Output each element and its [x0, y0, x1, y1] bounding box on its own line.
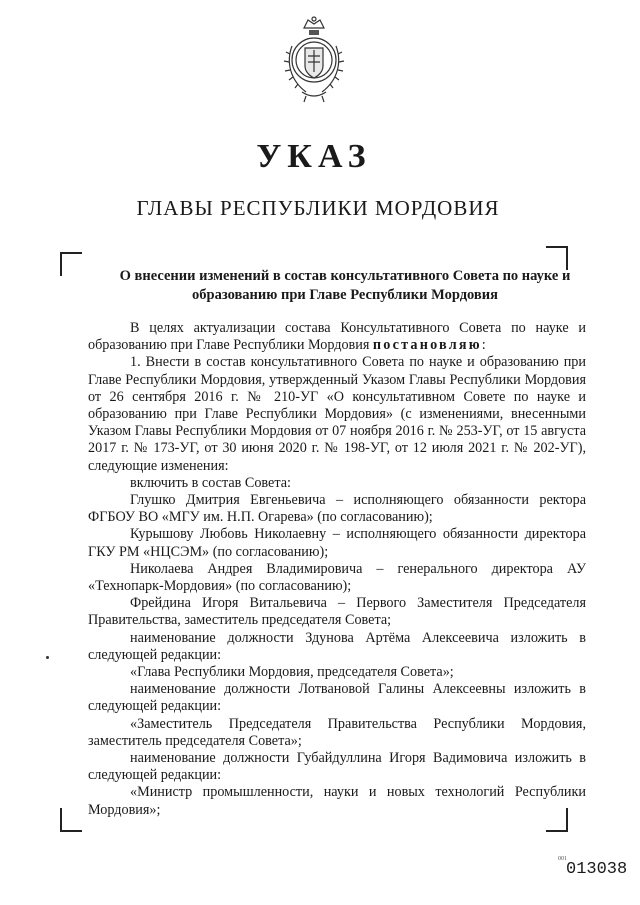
- paragraph-8: «Глава Республики Мордовия, председателя Совета»;: [130, 664, 454, 681]
- paragraph-12: «Министр промышленности, науки и новых технологий Республики Мордовия»;: [88, 784, 586, 818]
- document-number: 013038: [566, 860, 628, 879]
- document-subtitle: ГЛАВЫ РЕСПУБЛИКИ МОРДОВИЯ: [136, 196, 500, 220]
- intro-paragraph: [88, 320, 586, 354]
- paragraph-2: включить в состав Совета:: [130, 474, 291, 491]
- resolve-word: постановляю: [372, 337, 482, 354]
- scan-speck: [46, 656, 49, 659]
- paragraph-3: Глушко Дмитрия Евгеньевича – исполняющего обязанности ректора ФГБОУ ВО «МГУ им. Н.П. Огарева» (по согласованию);: [88, 492, 586, 526]
- corner-mark-top-left: [60, 252, 82, 276]
- corner-mark-bottom-left: [60, 808, 82, 832]
- decree-body: [88, 320, 586, 819]
- paragraph-6: Фрейдина Игоря Витальевича – Первого Заместителя Председателя Правительства, заместитель председателя Совета;: [88, 595, 586, 629]
- paragraph-11: наименование должности Губайдуллина Игоря Вадимовича изложить в следующей редакции:: [88, 750, 586, 784]
- paragraph-7: наименование должности Здунова Артёма Алексеевича изложить в следующей редакции:: [88, 629, 586, 663]
- paragraph-1: 1. Внести в состав консультативного Совета по науке и образованию при Главе Республики Мордовия, утвержденный Указом Главы Республики Мордовия от 26 сентября 2016 г. № 210-УГ «О консультативном Совете по науке и образованию при Главе Республики Мордовия» (с изменениями, внесенными Указом Главы Республики Мордовия от 07 ноября 2016 г. № 253-УГ, от 15 августа 2017 г. № 173-УГ, от 30 июня 2020 г. № 198-УГ, от 12 июля 2021 г. № 202-УГ), следующие изменения:: [88, 354, 586, 474]
- document-title: УКАЗ: [256, 138, 372, 175]
- paragraph-9: наименование должности Лотвановой Галины Алексеевны изложить в следующей редакции:: [88, 681, 586, 715]
- intro-text: В целях актуализации состава Консультативного Совета по науке и образованию при Главе Республики Мордовия: [88, 320, 586, 354]
- paragraph-5: Николаева Андрея Владимировича – генерального директора АУ «Технопарк-Мордовия» (по согласованию);: [88, 560, 586, 595]
- small-mark: 001: [558, 856, 567, 862]
- paragraph-4: Курышову Любовь Николаевну – исполняющего обязанности директора ГКУ РМ «НЦСЭМ» (по согласованию);: [88, 526, 586, 560]
- decree-heading: О внесении изменений в состав консультативного Совета по науке и образованию при Главе Республики Мордовия: [119, 268, 571, 303]
- coat-of-arms-icon: [278, 14, 350, 104]
- paragraph-10: «Заместитель Председателя Правительства Республики Мордовия, заместитель председателя Совета»;: [88, 715, 586, 749]
- intro-colon: :: [481, 337, 486, 354]
